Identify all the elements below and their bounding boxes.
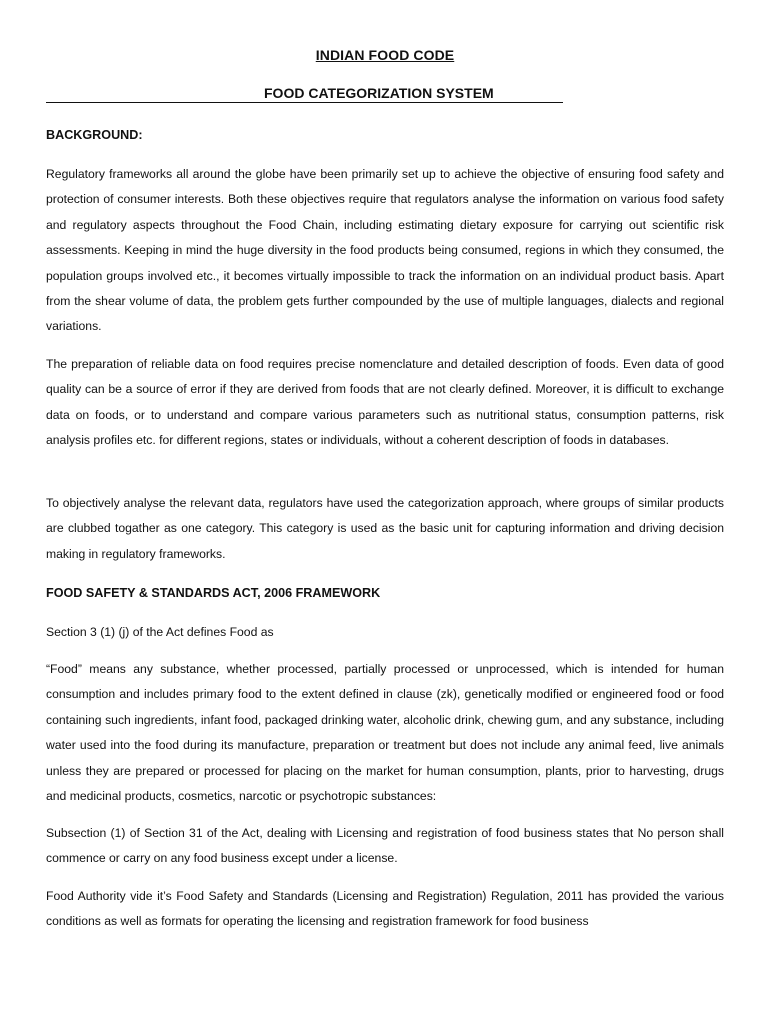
licensing-paragraph: Subsection (1) of Section 31 of the Act, dealing with Licensing and registration of food business states that No person shall commence or carry on any food business except under a license. <box>46 826 724 866</box>
document-title: INDIAN FOOD CODE <box>315 47 455 63</box>
fssa-heading: FOOD SAFETY & STANDARDS ACT, 2006 FRAMEWORK <box>46 586 381 600</box>
food-definition-paragraph: “Food” means any substance, whether processed, partially processed or unprocessed, which is intended for human consumption and includes primary food to the extent defined in clause (zk), genetically modified or engineered food or food containing such ingredients, infant food, packaged drinking water, alcoholic drink, chewing gum, and any substance, including water used into the food during its manufacture, preparation or treatment but does not include any animal feed, live animals unless they are prepared or processed for placing on the market for human consumption, plants, prior to harvesting, drugs and medicinal products, cosmetics, narcotic or psychotropic substances: <box>46 662 724 804</box>
background-paragraph-1: Regulatory frameworks all around the globe have been primarily set up to achieve the objective of ensuring food safety and protection of consumer interests. Both these objectives require that regulators analyse the information on various food safety and regulatory aspects throughout the Food Chain, including estimating dietary exposure for carrying out scientific risk assessments. Keeping in mind the huge diversity in the food products being consumed, regions in which they consumed, the population groups involved etc., it becomes virtually impossible to track the information on an individual product basis. Apart from the shear volume of data, the problem gets further compounded by the use of multiple languages, dialects and regional variations. <box>46 167 724 334</box>
background-paragraph-2: The preparation of reliable data on food requires precise nomenclature and detailed description of foods. Even data of good quality can be a source of error if they are derived from foods that are not clearly defined. Moreover, it is difficult to exchange data on foods, or to understand and compare various parameters such as nutritional status, consumption patterns, risk analysis profiles etc. for different regions, states or individuals, without a coherent description of foods in databases. <box>46 357 724 448</box>
section-definition-line: Section 3 (1) (j) of the Act defines Food as <box>46 625 274 639</box>
regulation-paragraph: Food Authority vide it’s Food Safety and Standards (Licensing and Registration) Regulation, 2011 has provided the various conditions as well as formats for operating the licensing and registration framework for food business <box>46 889 724 929</box>
background-paragraph-3: To objectively analyse the relevant data, regulators have used the categorization approach, where groups of similar products are clubbed togather as one category. This category is used as the basic unit for capturing information and driving decision making in regulatory frameworks. <box>46 496 724 561</box>
background-heading: BACKGROUND: <box>46 128 143 142</box>
document-subtitle: FOOD CATEGORIZATION SYSTEM <box>264 85 494 101</box>
subtitle-underline <box>46 85 563 103</box>
